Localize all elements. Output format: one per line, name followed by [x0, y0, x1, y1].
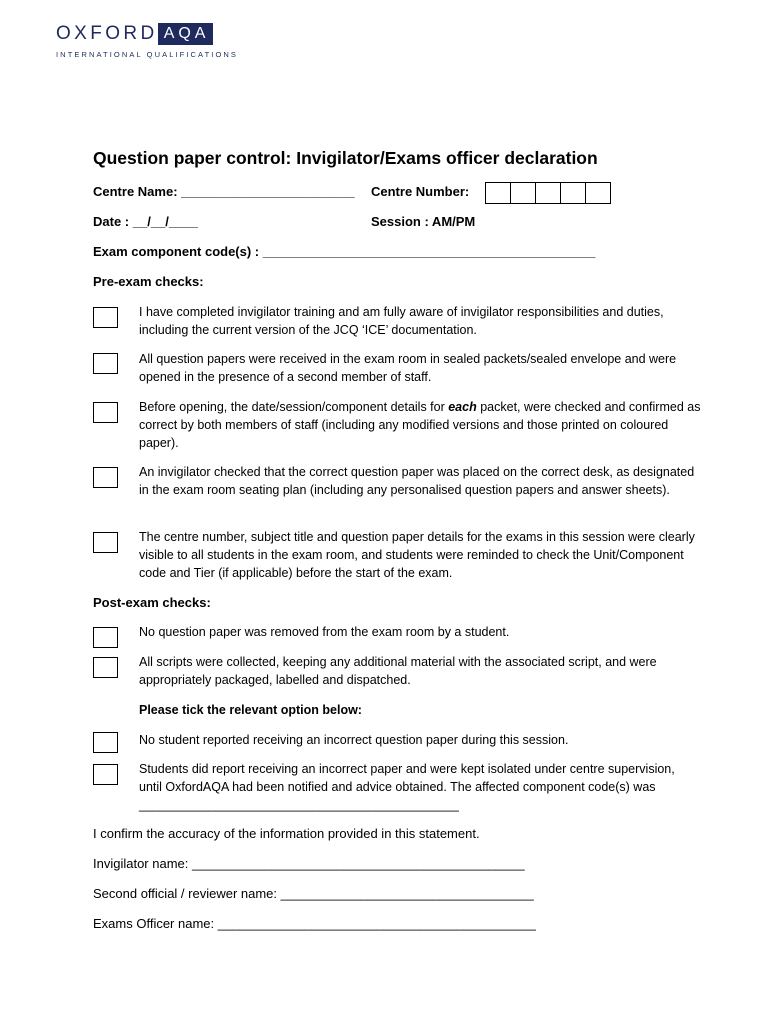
pre-exam-item-3 — [139, 398, 704, 452]
option-item-2: Students did report receiving an incorrect paper and were kept isolated under centre supervision, until OxfordAQA had been notified and advice obtained. The affected component code(s) was ______________________________________________ — [139, 762, 675, 812]
pre-exam-item-2: All question papers were received in the exam room in sealed packets/sealed envelope and were opened in the presence of a second member of staff. — [139, 352, 677, 384]
logo-aqa-text: AQA — [158, 23, 214, 45]
component-codes-field[interactable]: Exam component code(s) : ______________________________________________ — [93, 244, 596, 259]
centre-number-digit-box[interactable] — [586, 183, 610, 203]
centre-number-digit-box[interactable] — [486, 183, 511, 203]
pre-exam-heading: Pre-exam checks: — [93, 274, 204, 289]
option-checkbox-1[interactable] — [93, 732, 118, 753]
pre-exam-checkbox-5[interactable] — [93, 532, 118, 553]
centre-number-digit-box[interactable] — [536, 183, 561, 203]
pre-exam-item-3-emphasis: each — [448, 400, 477, 414]
pre-exam-item-5: The centre number, subject title and question paper details for the exams in this session were clearly visible to all students in the exam room, and students were reminded to check the Unit/Component code and Tier (if applicable) before the start of the exam. — [139, 530, 695, 580]
confirmation-statement: I confirm the accuracy of the information provided in this statement. — [93, 826, 480, 841]
pre-exam-checkbox-3[interactable] — [93, 402, 118, 423]
option-prompt: Please tick the relevant option below: — [139, 703, 362, 717]
page-title: Question paper control: Invigilator/Exams officer declaration — [93, 148, 598, 168]
logo-tagline: INTERNATIONAL QUALIFICATIONS — [56, 50, 239, 59]
pre-exam-item-3-after: packet, were checked and confirmed as correct by both members of staff (including any modified versions and those printed on coloured paper). — [139, 400, 701, 450]
centre-number-label: Centre Number: — [371, 184, 470, 199]
oxfordaqa-logo — [56, 22, 238, 59]
centre-number-digit-box[interactable] — [511, 183, 536, 203]
session-field[interactable]: Session : AM/PM — [371, 214, 476, 229]
centre-number-boxes[interactable] — [485, 182, 611, 204]
post-exam-checkbox-1[interactable] — [93, 627, 118, 648]
pre-exam-checkbox-4[interactable] — [93, 467, 118, 488]
pre-exam-checkbox-1[interactable] — [93, 307, 118, 328]
post-exam-checkbox-2[interactable] — [93, 657, 118, 678]
pre-exam-checkbox-2[interactable] — [93, 353, 118, 374]
pre-exam-item-1: I have completed invigilator training and am fully aware of invigilator responsibilities and duties, including the current version of the JCQ ‘ICE’ documentation. — [139, 305, 664, 337]
second-official-name-field[interactable]: Second official / reviewer name: ___________________________________ — [93, 886, 534, 901]
centre-number-digit-box[interactable] — [561, 183, 586, 203]
centre-name-field[interactable]: Centre Name: ________________________ — [93, 184, 355, 199]
exams-officer-name-field[interactable]: Exams Officer name: ____________________________________________ — [93, 916, 536, 931]
post-exam-heading: Post-exam checks: — [93, 595, 211, 610]
pre-exam-item-4: An invigilator checked that the correct question paper was placed on the correct desk, as designated in the exam room seating plan (including any personalised question papers and answer sheets). — [139, 465, 695, 497]
pre-exam-item-3-before: Before opening, the date/session/component details for — [139, 400, 449, 414]
post-exam-item-2: All scripts were collected, keeping any additional material with the associated script, and were appropriately packaged, labelled and dispatched. — [139, 655, 657, 687]
option-checkbox-2[interactable] — [93, 764, 118, 785]
logo-oxford-text: OXFORD — [56, 23, 158, 44]
date-field[interactable]: Date : __/__/____ — [93, 214, 198, 229]
option-item-1: No student reported receiving an incorrect question paper during this session. — [139, 733, 569, 747]
post-exam-item-1: No question paper was removed from the exam room by a student. — [139, 625, 510, 639]
invigilator-name-field[interactable]: Invigilator name: ______________________________________________ — [93, 856, 525, 871]
